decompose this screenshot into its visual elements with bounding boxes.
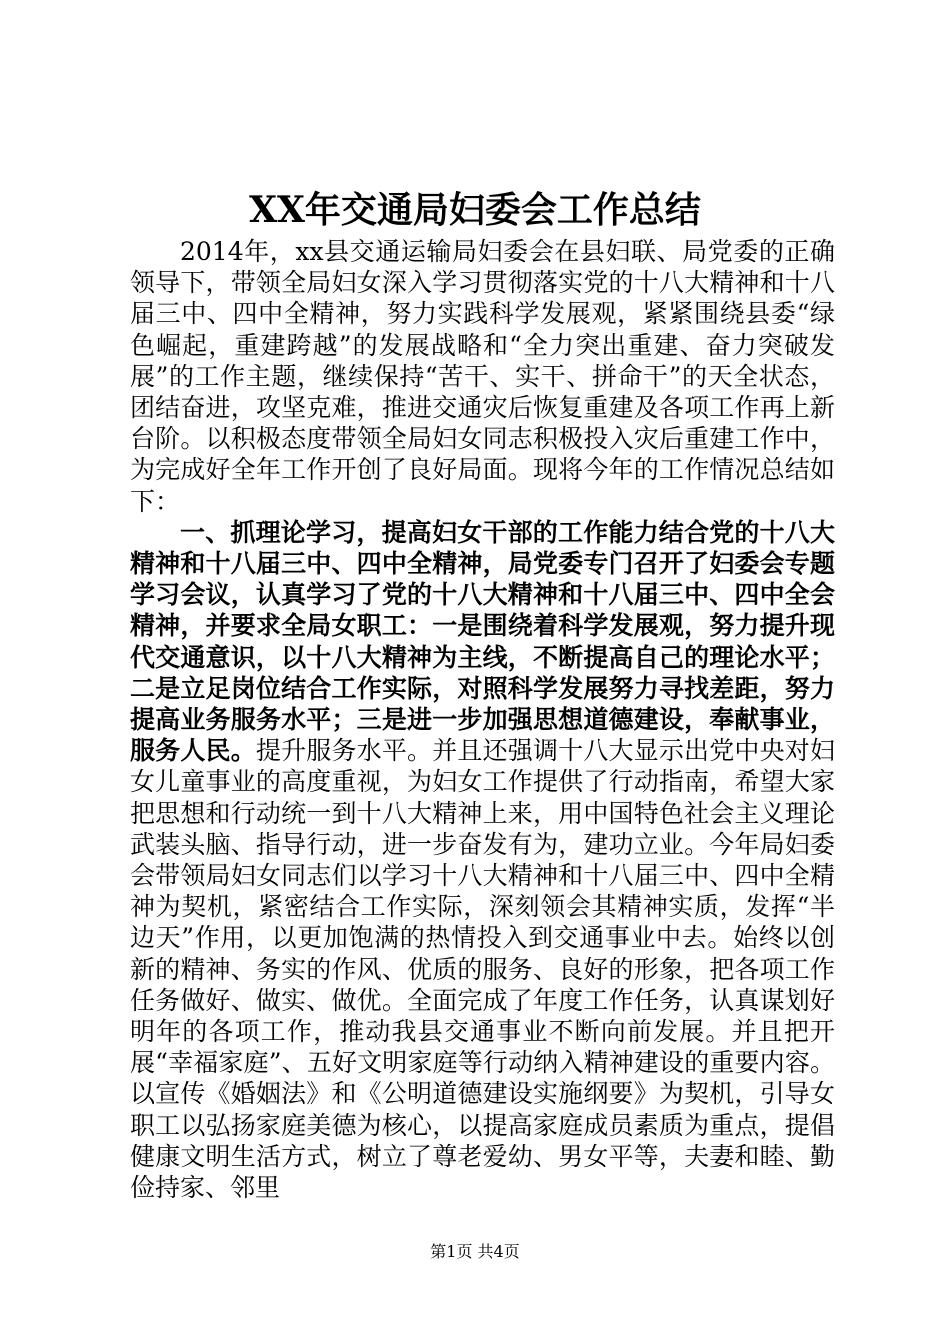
section-1-body-text: 提升服务水平。并且还强调十八大显示出党中央对妇女儿童事业的高度重视，为妇女工作提供了行动指南，希望大家把思想和行动统一到十八大精神上来，用中国特色社会主义理论武装头脑、指导行动，进一步奋发有为，建功立业。今年局妇委会带领局妇女同志们以学习十八大精神和十八届三中、四中全精神为契机，紧密结合工作实际，深刻领会其精神实质，发挥“半边天”作用，以更加饱满的热情投入到交通事业中去。始终以创新的精神、务实的作风、优质的服务、良好的形象，把各项工作任务做好、做实、做优。全面完成了年度工作任务，认真谋划好明年的各项工作，推动我县交通事业不断向前发展。并且把开展“幸福家庭”、五好文明家庭等行动纳入精神建设的重要内容。以宣传《婚姻法》和《公明道德建设实施纲要》为契机，引导女职工以弘扬家庭美德为核心，以提高家庭成员素质为重点，提倡健康文明生活方式，树立了尊老爱幼、男女平等，夫妻和睦、勤俭持家、邻里 <box>130 736 835 1203</box>
page-footer: 第1页 共4页 <box>430 1242 520 1261</box>
document-body <box>130 236 835 1203</box>
paragraph-intro: 2014年，xx县交通运输局妇委会在县妇联、局党委的正确领导下，带领全局妇女深入学习贯彻落实党的十八大精神和十八届三中、四中全精神，努力实践科学发展观，紧紧围绕县委“绿色崛起，重建跨越”的发展战略和“全力突出重建、奋力突破发展”的工作主题，继续保持“苦干、实干、拼命干”的天全状态，团结奋进，攻坚克难，推进交通灾后恢复重建及各项工作再上新台阶。以积极态度带领全局妇女同志积极投入灾后重建工作中，为完成好全年工作开创了良好局面。现将今年的工作情况总结如下： <box>130 237 835 516</box>
paragraph-section-1 <box>130 517 835 1203</box>
document-title: XX年交通局妇委会工作总结 <box>249 189 701 231</box>
section-1-heading-text: 一、抓理论学习，提高妇女干部的工作能力结合党的十八大精神和十八届三中、四中全精神，局党委专门召开了妇委会专题学习会议，认真学习了党的十八大精神和十八届三中、四中全会精神，并要求全局女职工：一是围绕着科学发展观，努力提升现代交通意识，以十八大精神为主线，不断提高自己的理论水平；二是立足岗位结合工作实际，对照科学发展努力寻找差距，努力提高业务服务水平；三是进一步加强思想道德建设，奉献事业，服务人民。 <box>130 517 835 766</box>
